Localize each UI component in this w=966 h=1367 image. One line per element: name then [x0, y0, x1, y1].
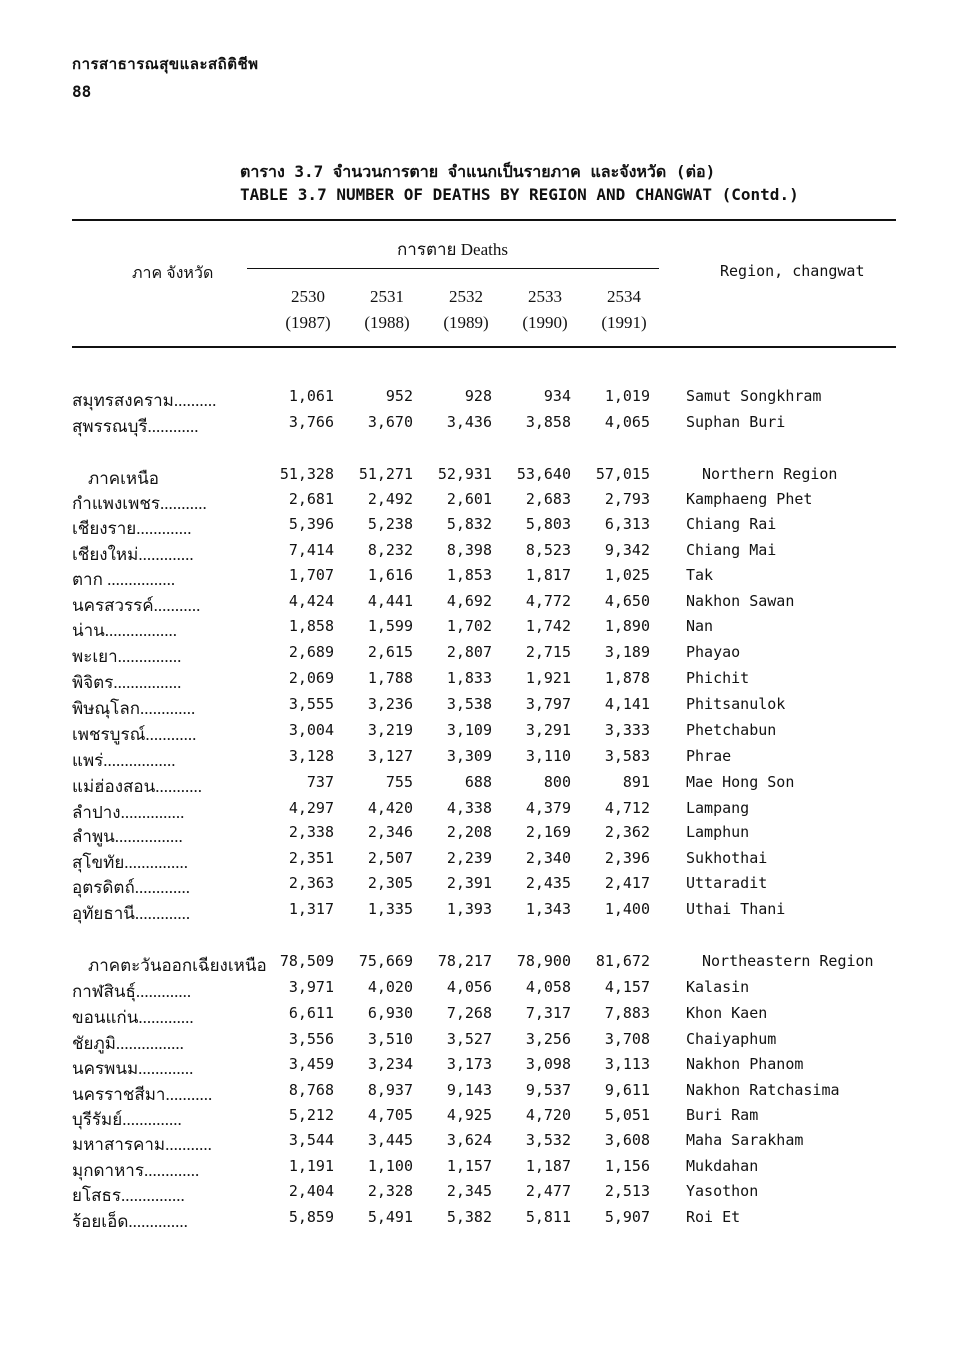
changwat-english: Chiang Mai	[686, 541, 777, 559]
changwat-english: Maha Sarakham	[686, 1131, 804, 1149]
death-count: 7,268	[446, 1004, 492, 1022]
table-row	[0, 721, 966, 746]
death-count: 4,705	[367, 1106, 413, 1124]
table-row	[0, 900, 966, 925]
table-row	[0, 643, 966, 668]
death-count: 2,208	[446, 823, 492, 841]
death-count: 1,317	[288, 900, 334, 918]
death-count: 5,238	[367, 515, 413, 533]
table-row	[0, 849, 966, 874]
changwat-english: Sukhothai	[686, 849, 768, 867]
table-row	[0, 747, 966, 772]
death-count: 3,436	[446, 413, 492, 431]
header-right-label: Region, changwat	[720, 262, 865, 280]
death-count: 2,169	[525, 823, 571, 841]
changwat-english: Kamphaeng Phet	[686, 490, 813, 508]
changwat-english: Phitsanulok	[686, 695, 786, 713]
death-count: 1,191	[288, 1157, 334, 1175]
changwat-thai: เชียงราย.............	[72, 519, 192, 538]
death-count: 1,025	[604, 566, 650, 584]
changwat-english: Kalasin	[686, 978, 750, 996]
table-row	[0, 566, 966, 591]
year-header-1989	[436, 284, 496, 336]
table-row	[0, 1131, 966, 1156]
changwat-english: Nakhon Sawan	[686, 592, 795, 610]
death-count: 3,556	[288, 1030, 334, 1048]
region-row	[0, 465, 966, 490]
table-row	[0, 799, 966, 824]
death-count: 5,811	[525, 1208, 571, 1226]
death-count: 5,832	[446, 515, 492, 533]
year-header-1990	[515, 284, 575, 336]
changwat-thai: มุกดาหาร.............	[72, 1161, 200, 1180]
death-count: 2,404	[288, 1182, 334, 1200]
death-count: 3,670	[367, 413, 413, 431]
table-row	[0, 1182, 966, 1207]
death-count: 3,459	[288, 1055, 334, 1073]
death-count: 5,396	[288, 515, 334, 533]
table-row	[0, 515, 966, 540]
death-count: 2,477	[525, 1182, 571, 1200]
death-count: 3,127	[367, 747, 413, 765]
death-count: 2,793	[604, 490, 650, 508]
changwat-english: Mukdahan	[686, 1157, 759, 1175]
changwat-thai: กำแพงเพชร...........	[72, 494, 207, 513]
page-number: 88	[72, 82, 92, 101]
death-count: 1,187	[525, 1157, 571, 1175]
death-count: 3,708	[604, 1030, 650, 1048]
changwat-english: Phayao	[686, 643, 741, 661]
year-header-1988	[357, 284, 417, 336]
table-row	[0, 773, 966, 798]
death-count: 1,878	[604, 669, 650, 687]
death-count: 3,971	[288, 978, 334, 996]
death-count: 5,859	[288, 1208, 334, 1226]
changwat-thai: นครสวรรค์...........	[72, 596, 201, 615]
death-count: 75,669	[358, 952, 413, 970]
death-count: 4,141	[604, 695, 650, 713]
death-count: 3,113	[604, 1055, 650, 1073]
death-count: 4,065	[604, 413, 650, 431]
death-count: 78,509	[279, 952, 334, 970]
death-count: 3,219	[367, 721, 413, 739]
table-row	[0, 413, 966, 438]
death-count: 3,527	[446, 1030, 492, 1048]
death-count: 1,702	[446, 617, 492, 635]
death-count: 78,900	[516, 952, 571, 970]
death-count: 3,583	[604, 747, 650, 765]
death-count: 2,435	[525, 874, 571, 892]
year-be: 2531	[370, 287, 404, 306]
death-count: 1,157	[446, 1157, 492, 1175]
changwat-thai: น่าน.................	[72, 621, 178, 640]
death-count: 3,189	[604, 643, 650, 661]
death-count: 5,212	[288, 1106, 334, 1124]
table-row	[0, 1208, 966, 1233]
death-count: 1,858	[288, 617, 334, 635]
changwat-english: Northeastern Region	[702, 952, 874, 970]
death-count: 4,157	[604, 978, 650, 996]
death-count: 1,890	[604, 617, 650, 635]
changwat-english: Lamphun	[686, 823, 750, 841]
changwat-thai: ตาก ................	[72, 570, 176, 589]
death-count: 2,615	[367, 643, 413, 661]
year-ce: (1988)	[364, 313, 410, 332]
table-title-english: TABLE 3.7 NUMBER OF DEATHS BY REGION AND CHANGWAT (Contd.)	[240, 185, 799, 204]
changwat-english: Phichit	[686, 669, 750, 687]
death-count: 1,100	[367, 1157, 413, 1175]
death-count: 3,256	[525, 1030, 571, 1048]
death-count: 3,538	[446, 695, 492, 713]
death-count: 57,015	[595, 465, 650, 483]
death-count: 1,742	[525, 617, 571, 635]
death-count: 1,343	[525, 900, 571, 918]
death-count: 4,338	[446, 799, 492, 817]
death-count: 1,019	[604, 387, 650, 405]
death-count: 2,346	[367, 823, 413, 841]
changwat-thai: ลำปาง...............	[72, 803, 185, 822]
death-count: 1,853	[446, 566, 492, 584]
table-row	[0, 874, 966, 899]
changwat-english: Nakhon Ratchasima	[686, 1081, 840, 1099]
death-count: 3,608	[604, 1131, 650, 1149]
death-count: 2,417	[604, 874, 650, 892]
death-count: 3,309	[446, 747, 492, 765]
changwat-english: Khon Kaen	[686, 1004, 768, 1022]
changwat-thai: กาฬสินธุ์.............	[72, 982, 192, 1001]
changwat-english: Chaiyaphum	[686, 1030, 777, 1048]
death-count: 5,907	[604, 1208, 650, 1226]
death-count: 53,640	[516, 465, 571, 483]
death-count: 2,305	[367, 874, 413, 892]
death-count: 2,363	[288, 874, 334, 892]
changwat-thai: ภาคเหนือ	[88, 469, 159, 488]
death-count: 3,797	[525, 695, 571, 713]
death-count: 8,523	[525, 541, 571, 559]
changwat-thai: ขอนแก่น.............	[72, 1008, 194, 1027]
changwat-english: Mae Hong Son	[686, 773, 795, 791]
changwat-thai: นครพนม.............	[72, 1059, 194, 1078]
death-count: 3,333	[604, 721, 650, 739]
death-count: 3,510	[367, 1030, 413, 1048]
death-count: 2,689	[288, 643, 334, 661]
table-row	[0, 1030, 966, 1055]
table-row	[0, 1081, 966, 1106]
death-count: 3,766	[288, 413, 334, 431]
table-row	[0, 823, 966, 848]
death-count: 2,345	[446, 1182, 492, 1200]
changwat-english: Nan	[686, 617, 714, 635]
death-count: 688	[464, 773, 492, 791]
changwat-thai: แม่ฮ่องสอน...........	[72, 777, 203, 796]
changwat-english: Roi Et	[686, 1208, 741, 1226]
year-ce: (1990)	[522, 313, 568, 332]
death-count: 8,398	[446, 541, 492, 559]
death-count: 928	[464, 387, 492, 405]
death-count: 1,393	[446, 900, 492, 918]
changwat-thai: ยโสธร...............	[72, 1186, 185, 1205]
table-row	[0, 1055, 966, 1080]
death-count: 3,109	[446, 721, 492, 739]
death-count: 2,362	[604, 823, 650, 841]
death-count: 5,051	[604, 1106, 650, 1124]
changwat-thai: พิจิตร................	[72, 673, 182, 692]
death-count: 6,930	[367, 1004, 413, 1022]
death-count: 4,420	[367, 799, 413, 817]
death-count: 6,611	[288, 1004, 334, 1022]
death-count: 4,379	[525, 799, 571, 817]
death-count: 4,297	[288, 799, 334, 817]
death-count: 7,414	[288, 541, 334, 559]
changwat-thai: ชัยภูมิ................	[72, 1034, 184, 1053]
death-count: 1,061	[288, 387, 334, 405]
year-be: 2530	[291, 287, 325, 306]
death-count: 3,291	[525, 721, 571, 739]
death-count: 737	[306, 773, 334, 791]
deaths-subrule	[247, 268, 659, 269]
death-count: 2,807	[446, 643, 492, 661]
changwat-thai: เพชรบูรณ์............	[72, 725, 197, 744]
changwat-english: Uttaradit	[686, 874, 768, 892]
changwat-thai: นครราชสีมา...........	[72, 1085, 213, 1104]
changwat-english: Northern Region	[702, 465, 838, 483]
table-row	[0, 617, 966, 642]
death-count: 3,128	[288, 747, 334, 765]
year-ce: (1987)	[285, 313, 331, 332]
death-count: 2,328	[367, 1182, 413, 1200]
year-header-1987	[278, 284, 338, 336]
death-count: 1,707	[288, 566, 334, 584]
table-row	[0, 387, 966, 412]
table-title-thai: ตาราง 3.7 จำนวนการตาย จำแนกเป็นรายภาค และจังหวัด (ต่อ)	[240, 162, 716, 181]
death-count: 5,491	[367, 1208, 413, 1226]
death-count: 4,650	[604, 592, 650, 610]
death-count: 5,382	[446, 1208, 492, 1226]
death-count: 1,817	[525, 566, 571, 584]
changwat-thai: อุตรดิตถ์.............	[72, 878, 191, 897]
death-count: 2,513	[604, 1182, 650, 1200]
changwat-thai: สุโขทัย...............	[72, 853, 189, 872]
death-count: 2,351	[288, 849, 334, 867]
death-count: 1,833	[446, 669, 492, 687]
death-count: 51,271	[358, 465, 413, 483]
death-count: 9,342	[604, 541, 650, 559]
death-count: 9,143	[446, 1081, 492, 1099]
region-row	[0, 952, 966, 977]
table-row	[0, 978, 966, 1003]
death-count: 3,098	[525, 1055, 571, 1073]
death-count: 3,858	[525, 413, 571, 431]
changwat-english: Samut Songkhram	[686, 387, 822, 405]
table-row	[0, 592, 966, 617]
changwat-english: Tak	[686, 566, 714, 584]
table-row	[0, 669, 966, 694]
death-count: 8,232	[367, 541, 413, 559]
death-count: 2,681	[288, 490, 334, 508]
changwat-thai: แพร่.................	[72, 751, 176, 770]
changwat-thai: สมุทรสงคราม..........	[72, 391, 217, 410]
death-count: 4,720	[525, 1106, 571, 1124]
death-count: 755	[385, 773, 413, 791]
death-count: 3,532	[525, 1131, 571, 1149]
top-rule	[72, 219, 896, 221]
death-count: 3,004	[288, 721, 334, 739]
changwat-english: Phetchabun	[686, 721, 777, 739]
death-count: 3,173	[446, 1055, 492, 1073]
death-count: 6,313	[604, 515, 650, 533]
death-count: 81,672	[595, 952, 650, 970]
header-bottom-rule	[72, 346, 896, 348]
death-count: 52,931	[437, 465, 492, 483]
death-count: 4,772	[525, 592, 571, 610]
death-count: 4,424	[288, 592, 334, 610]
death-count: 4,925	[446, 1106, 492, 1124]
changwat-english: Chiang Rai	[686, 515, 777, 533]
death-count: 1,335	[367, 900, 413, 918]
death-count: 9,537	[525, 1081, 571, 1099]
journal-header: การสาธารณสุขและสถิติชีพ	[72, 57, 259, 73]
death-count: 2,492	[367, 490, 413, 508]
death-count: 4,058	[525, 978, 571, 996]
death-count: 3,445	[367, 1131, 413, 1149]
death-count: 7,317	[525, 1004, 571, 1022]
death-count: 8,937	[367, 1081, 413, 1099]
death-count: 1,921	[525, 669, 571, 687]
changwat-english: Yasothon	[686, 1182, 759, 1200]
death-count: 1,400	[604, 900, 650, 918]
table-row	[0, 1157, 966, 1182]
death-count: 2,715	[525, 643, 571, 661]
death-count: 3,236	[367, 695, 413, 713]
death-count: 1,616	[367, 566, 413, 584]
death-count: 3,624	[446, 1131, 492, 1149]
year-ce: (1991)	[601, 313, 647, 332]
death-count: 78,217	[437, 952, 492, 970]
changwat-thai: ร้อยเอ็ด..............	[72, 1212, 188, 1231]
death-count: 952	[385, 387, 413, 405]
changwat-thai: พิษณุโลก.............	[72, 699, 196, 718]
changwat-thai: พะเยา...............	[72, 647, 182, 666]
year-header-1991	[594, 284, 654, 336]
death-count: 51,328	[279, 465, 334, 483]
death-count: 3,110	[525, 747, 571, 765]
death-count: 2,391	[446, 874, 492, 892]
table-row	[0, 541, 966, 566]
changwat-thai: สุพรรณบุรี............	[72, 417, 199, 436]
death-count: 934	[543, 387, 571, 405]
death-count: 1,156	[604, 1157, 650, 1175]
changwat-thai: ภาคตะวันออกเฉียงเหนือ	[88, 956, 267, 975]
death-count: 891	[622, 773, 650, 791]
death-count: 2,340	[525, 849, 571, 867]
death-count: 1,599	[367, 617, 413, 635]
year-be: 2532	[449, 287, 483, 306]
table-row	[0, 695, 966, 720]
changwat-english: Suphan Buri	[686, 413, 786, 431]
death-count: 2,396	[604, 849, 650, 867]
changwat-thai: อุทัยธานี.............	[72, 904, 191, 923]
death-count: 4,712	[604, 799, 650, 817]
changwat-english: Phrae	[686, 747, 732, 765]
year-be: 2533	[528, 287, 562, 306]
header-left-label: ภาค จังหวัด	[132, 265, 214, 282]
year-be: 2534	[607, 287, 641, 306]
table-row	[0, 1004, 966, 1029]
death-count: 7,883	[604, 1004, 650, 1022]
death-count: 2,507	[367, 849, 413, 867]
changwat-thai: บุรีรัมย์..............	[72, 1110, 182, 1129]
death-count: 800	[543, 773, 571, 791]
death-count: 4,441	[367, 592, 413, 610]
changwat-english: Lampang	[686, 799, 750, 817]
table-row	[0, 1106, 966, 1131]
death-count: 8,768	[288, 1081, 334, 1099]
changwat-english: Nakhon Phanom	[686, 1055, 804, 1073]
death-count: 2,069	[288, 669, 334, 687]
changwat-english: Buri Ram	[686, 1106, 759, 1124]
deaths-header: การตาย Deaths	[397, 240, 508, 259]
death-count: 2,338	[288, 823, 334, 841]
death-count: 3,555	[288, 695, 334, 713]
table-row	[0, 490, 966, 515]
death-count: 4,692	[446, 592, 492, 610]
death-count: 2,601	[446, 490, 492, 508]
year-ce: (1989)	[443, 313, 489, 332]
death-count: 2,683	[525, 490, 571, 508]
changwat-thai: ลำพูน................	[72, 827, 183, 846]
death-count: 5,803	[525, 515, 571, 533]
changwat-thai: มหาสารคาม...........	[72, 1135, 212, 1154]
changwat-thai: เชียงใหม่.............	[72, 545, 194, 564]
death-count: 1,788	[367, 669, 413, 687]
death-count: 3,234	[367, 1055, 413, 1073]
death-count: 9,611	[604, 1081, 650, 1099]
death-count: 4,020	[367, 978, 413, 996]
death-count: 3,544	[288, 1131, 334, 1149]
changwat-english: Uthai Thani	[686, 900, 786, 918]
death-count: 2,239	[446, 849, 492, 867]
death-count: 4,056	[446, 978, 492, 996]
